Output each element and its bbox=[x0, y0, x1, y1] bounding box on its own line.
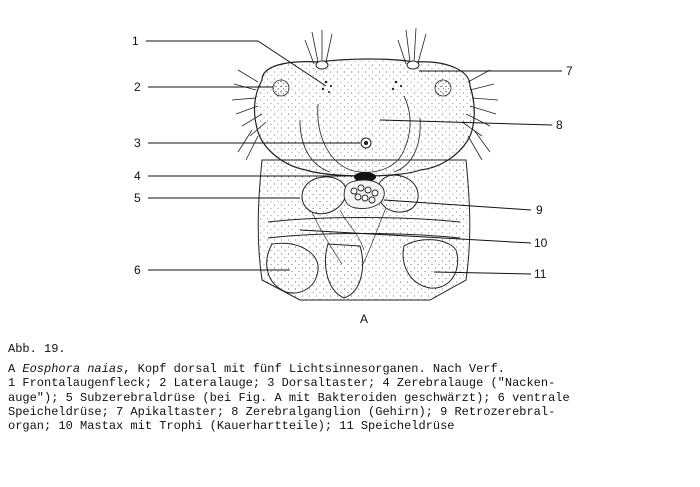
head-outline bbox=[255, 59, 475, 176]
caption-line-2: 1 Frontalaugenfleck; 2 Lateralauge; 3 Dorsaltaster; 4 Zerebralauge ("Nacken- bbox=[8, 376, 556, 391]
label-7: 7 bbox=[566, 64, 573, 78]
caption-line-5: organ; 10 Mastax mit Trophi (Kauerhartteile); 11 Speicheldrüse bbox=[8, 419, 455, 434]
label-9: 9 bbox=[536, 203, 543, 217]
label-5: 5 bbox=[134, 191, 141, 205]
figure-caption bbox=[8, 342, 692, 433]
retrozerebralorgan bbox=[344, 180, 384, 209]
label-4: 4 bbox=[134, 169, 141, 183]
species-name: Eosphora naias bbox=[22, 362, 124, 377]
dorsaltaster bbox=[361, 138, 371, 148]
label-2: 2 bbox=[134, 80, 141, 94]
caption-line-1-rest: , Kopf dorsal mit fünf Lichtsinnesorganen. Nach Verf. bbox=[123, 362, 505, 377]
label-1: 1 bbox=[132, 34, 139, 48]
caption-heading: Abb. 19. bbox=[8, 342, 66, 356]
label-10: 10 bbox=[534, 236, 548, 250]
caption-prefix: A bbox=[8, 362, 23, 377]
label-8: 8 bbox=[556, 118, 563, 132]
label-11: 11 bbox=[534, 267, 547, 281]
caption-line-1 bbox=[8, 362, 692, 376]
caption-line-4: Speicheldrüse; 7 Apikaltaster; 8 Zerebralganglion (Gehirn); 9 Retrozerebral- bbox=[8, 404, 556, 419]
label-6: 6 bbox=[134, 263, 141, 277]
figure-letter: A bbox=[360, 312, 369, 326]
caption-line-3: auge"); 5 Subzerebraldrüse (bei Fig. A mit Bakteroiden geschwärzt); 6 ventrale bbox=[8, 390, 570, 405]
label-3: 3 bbox=[134, 136, 141, 150]
